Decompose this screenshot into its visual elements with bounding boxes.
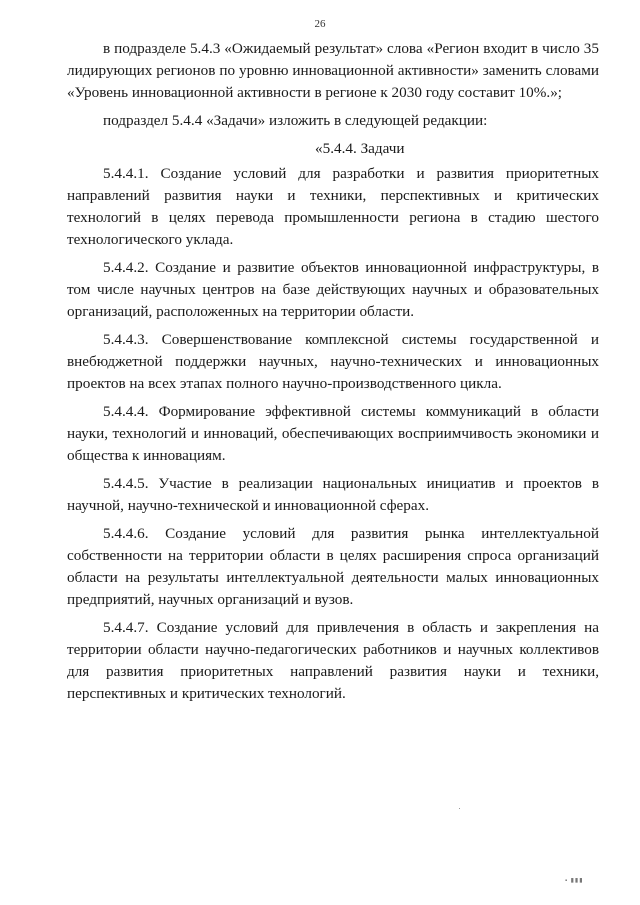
task-item-6: 5.4.4.6. Создание условий для развития рынка интеллектуальной собственности на территории области в целях расширения спроса организаций области на результаты интеллектуальной деятельности малых инновационных предприятий, научных организаций и вузов. (67, 525, 599, 608)
page-number: 26 (314, 18, 326, 30)
task-item-2: 5.4.4.2. Создание и развитие объектов инновационной инфраструктуры, в том числе научных центров на базе действующих научных и образовательных организаций, расположенных на территории области. (67, 259, 599, 320)
document-body (67, 38, 599, 705)
section-heading: «5.4.4. Задачи (315, 140, 405, 157)
task-item-1: 5.4.4.1. Создание условий для разработки и развития приоритетных направлений развития науки и техники, перспективных и критических технологий в целях перевода промышленности региона в стадию шестого технологического уклада. (67, 165, 599, 248)
task-item-5: 5.4.4.5. Участие в реализации национальных инициатив и проектов в научной, научно-технической и инновационной сферах. (67, 475, 599, 514)
amendment-paragraph-5-4-4: подраздел 5.4.4 «Задачи» изложить в следующей редакции: (103, 112, 488, 129)
scan-mark: ▪ ▮▮▮ (565, 878, 584, 884)
amendment-paragraph-5-4-3: в подразделе 5.4.3 «Ожидаемый результат» слова «Регион входит в число 35 лидирующих регионов по уровню инновационной активности» заменить словами «Уровень инновационной активности в регионе к 2030 году составит 10%.»; (67, 40, 599, 101)
scan-speck (459, 808, 460, 809)
task-item-3: 5.4.4.3. Совершенствование комплексной системы государственной и внебюджетной поддержки научных, научно-технических и инновационных проектов на всех этапах полного научно-производственного цикла. (67, 331, 599, 392)
task-item-4: 5.4.4.4. Формирование эффективной системы коммуникаций в области науки, технологий и инноваций, обеспечивающих восприимчивость экономики и общества к инновациям. (67, 403, 599, 464)
task-item-7: 5.4.4.7. Создание условий для привлечения в область и закрепления на территории области научно-педагогических работников и научных коллективов для развития приоритетных направлений развития науки и техники, перспективных и критических технологий. (67, 619, 599, 702)
